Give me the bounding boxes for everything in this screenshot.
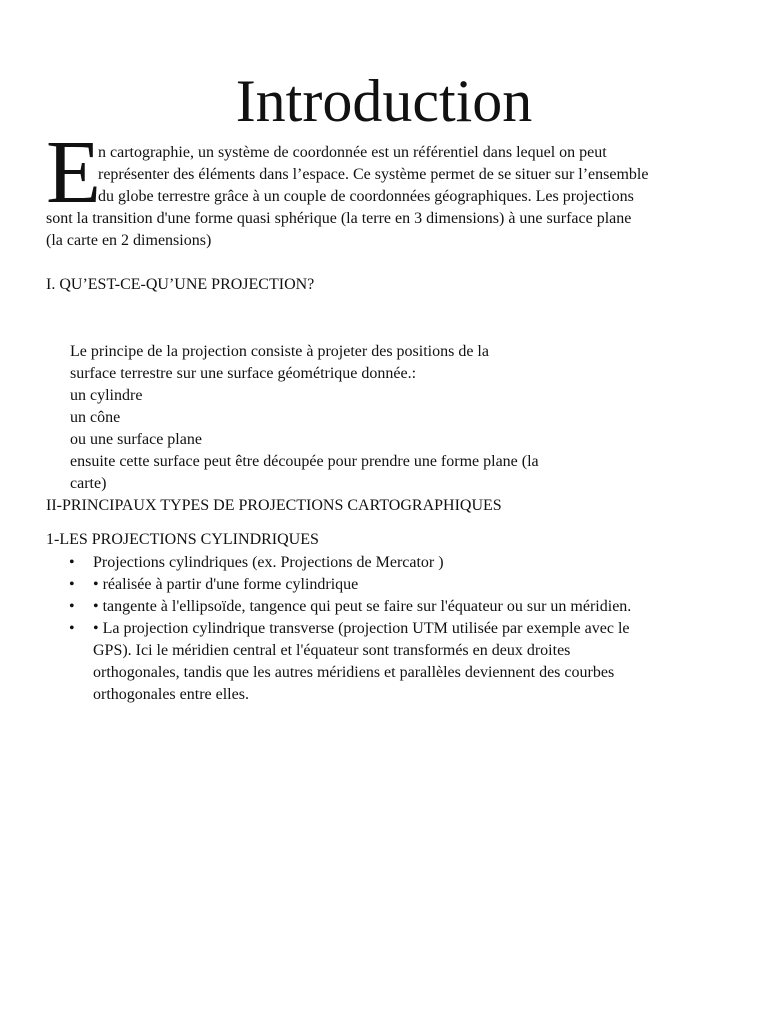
drop-cap: E: [46, 123, 101, 222]
paragraph-line: ensuite cette surface peut être découpée pour prendre une forme plane (la: [70, 453, 539, 470]
bullet-marker: •: [69, 576, 75, 593]
bullet-text: • réalisée à partir d'une forme cylindrique: [93, 576, 359, 593]
intro-line: (la carte en 2 dimensions): [46, 232, 212, 249]
list-item: un cône: [70, 409, 121, 426]
bullet-marker: •: [69, 620, 75, 637]
intro-line: représenter des éléments dans l’espace. Ce système permet de se situer sur l’ensemble: [98, 166, 649, 183]
bullet-marker: •: [69, 554, 75, 571]
bullet-text: Projections cylindriques (ex. Projections de Mercator ): [93, 554, 444, 571]
list-item: ou une surface plane: [70, 431, 202, 448]
intro-line: n cartographie, un système de coordonnée est un référentiel dans lequel on peut: [98, 144, 607, 161]
subsection-heading: 1-LES PROJECTIONS CYLINDRIQUES: [46, 531, 319, 548]
page-title: Introduction: [235, 68, 533, 134]
bullet-text: GPS). Ici le méridien central et l'équateur sont transformés en deux droites: [93, 642, 571, 659]
bullet-text: orthogonales entre elles.: [93, 686, 249, 703]
paragraph-line: carte): [70, 475, 107, 492]
section-heading: II-PRINCIPAUX TYPES DE PROJECTIONS CARTOGRAPHIQUES: [46, 497, 502, 514]
paragraph-line: surface terrestre sur une surface géométrique donnée.:: [70, 365, 417, 382]
intro-line: du globe terrestre grâce à un couple de coordonnées géographiques. Les projections: [98, 188, 634, 205]
bullet-marker: •: [69, 598, 75, 615]
bullet-text: orthogonales, tandis que les autres méridiens et parallèles deviennent des courbes: [93, 664, 615, 681]
intro-line: sont la transition d'une forme quasi sphérique (la terre en 3 dimensions) à une surface plane: [46, 210, 632, 227]
list-item: un cylindre: [70, 387, 143, 404]
bullet-text: • La projection cylindrique transverse (projection UTM utilisée par exemple avec le: [93, 620, 630, 637]
section-heading: I. QU’EST-CE-QU’UNE PROJECTION?: [46, 276, 315, 293]
paragraph-line: Le principe de la projection consiste à projeter des positions de la: [70, 343, 489, 360]
bullet-text: • tangente à l'ellipsoïde, tangence qui peut se faire sur l'équateur ou sur un méridien.: [93, 598, 632, 615]
